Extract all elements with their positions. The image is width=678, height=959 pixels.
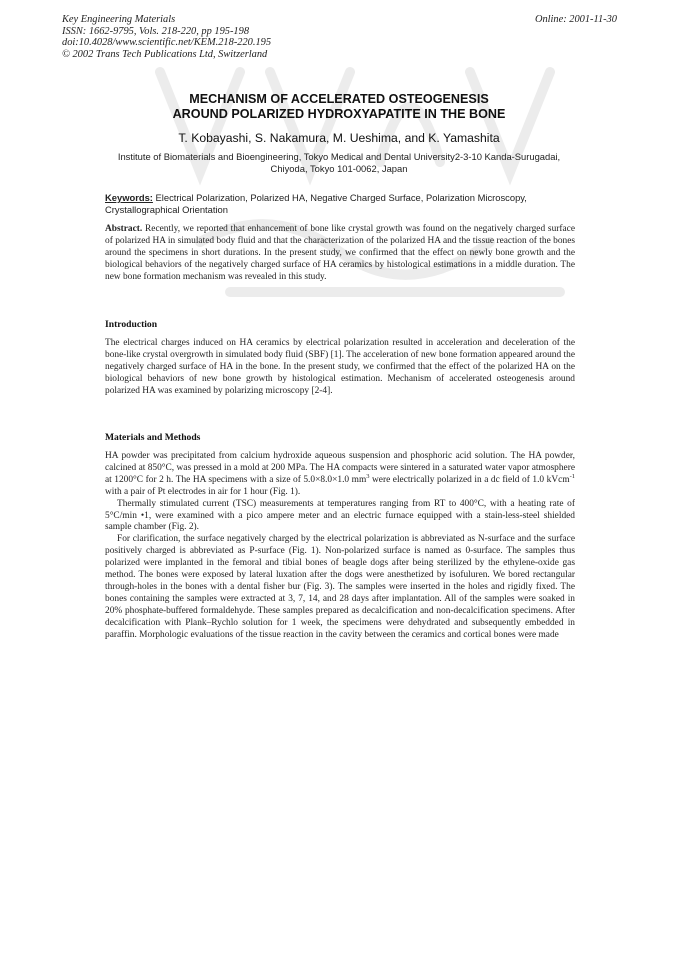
watermark-logo	[140, 12, 610, 352]
abstract-label: Abstract.	[105, 224, 143, 234]
issn-line: ISSN: 1662-9795, Vols. 218-220, pp 195-198	[62, 25, 250, 37]
journal-name: Key Engineering Materials	[62, 14, 176, 25]
superscript-3: 3	[366, 472, 370, 480]
methods-heading: Materials and Methods	[105, 432, 201, 443]
introduction-section	[105, 338, 575, 398]
abstract-text: Recently, we reported that enhancement of bone like crystal growth was found on the negatively charged surface of polarized HA in simulated body fluid and that the characterization of the polarized HA and the tissue reaction of the bones around the specimens in short durations. In the present study, we confirmed that the effect on newly bone growth and the biological behaviors of the negatively charged surface of HA ceramics by histological estimations in a middle duration. The new bone formation mechanism was revealed in this study.	[105, 224, 575, 282]
abstract	[105, 224, 575, 284]
keywords	[105, 192, 575, 215]
affiliation: Institute of Biomaterials and Bioengineering, Tokyo Medical and Dental University2-3-10 Kanda-Surugadai, Chiyoda, Tokyo 101-0062, Japan	[117, 151, 561, 174]
paper-title	[0, 92, 678, 122]
doi-line: doi:10.4028/www.scientific.net/KEM.218-220.195	[62, 37, 272, 49]
methods-p1-part-b: were electrically polarized in a dc field of 1.0 kVcm	[369, 474, 570, 485]
methods-section	[105, 451, 575, 642]
introduction-text: The electrical charges induced on HA ceramics by electrical polarization resulted in acceleration and deceleration of the bone-like crystal overgrowth in simulated body fluid (SBF) [1]. The acceleration of new bone formation appeared around the negatively charged surface of HA in the bone. In the present study, we confirmed that the effect of the polarized HA on the biological behaviors of new bone growth by histological estimation. Mechanism of accelerated osteogenesis around polarized HA was examined by polarizing microscopy [2-4].	[105, 338, 575, 396]
methods-paragraph-1	[105, 451, 575, 499]
online-date: Online: 2001-11-30	[534, 14, 617, 25]
methods-paragraph-2: Thermally stimulated current (TSC) measurements at temperatures ranging from RT to 400°C, with a heating rate of 5°C/min •1, were examined with a pico ampere meter and an electric furnace equipped with a stain-less-steel shielded sample chamber (Fig. 2).	[105, 498, 575, 533]
authors: T. Kobayashi, S. Nakamura, M. Ueshima, and K. Yamashita	[178, 131, 500, 145]
methods-paragraph-3: For clarification, the surface negatively charged by the electrical polarization is abbreviated as N-surface and the surface positively charged is abbreviated as P-surface (Fig. 1). Non-polarized surface is named as 0-surface. The samples thus polarized were implanted in the femoral and tibial bones of beagle dogs after being sterilized by the ethylene-oxide gas method. The bones were exposed by lateral luxation after the dogs were anesthetized by isofuluren. We bored rectangular through-holes in the bones with a dental fisher bur (Fig. 3). The samples were inserted in the holes and rigidly fixed. The bones containing the samples were extracted at 3, 7, 14, and 28 days after implantation. All of the samples were soaked in 20% phosphate-buffered formaldehyde. These samples prepared as decalcification and non-decalcification specimens. After decalcification with Plank–Rychlo solution for 1 week, the specimens were dehydrated and subsequently embedded in paraffin. Morphologic evaluations of the tissue reaction in the cavity between the ceramics and cortical bones were made	[105, 534, 575, 640]
title-line-2: AROUND POLARIZED HYDROXYAPATITE IN THE BONE	[172, 107, 506, 121]
superscript-minus-1: -1	[569, 472, 575, 480]
keywords-text: Electrical Polarization, Polarized HA, Negative Charged Surface, Polarization Microscopy, Crystallographical Orientation	[105, 192, 527, 215]
copyright-line: © 2002 Trans Tech Publications Ltd, Switzerland	[62, 48, 268, 60]
methods-p1-part-a: HA powder was precipitated from calcium hydroxide aqueous suspension and phosphoric acid solution. The HA powder, calcined at 850°C, was pressed in a mold at 200 MPa. The HA compacts were sintered in a saturated water vapor atmosphere at 1200°C for 2 h. The HA specimens with a size of 5.0×8.0×1.0 mm	[105, 451, 575, 485]
methods-p1-part-c: with a pair of Pt electrodes in air for 1 hour (Fig. 1).	[105, 486, 301, 497]
title-line-1: MECHANISM OF ACCELERATED OSTEOGENESIS	[189, 92, 489, 106]
introduction-heading: Introduction	[105, 319, 158, 330]
journal-header	[62, 14, 271, 60]
keywords-label: Keywords:	[105, 192, 153, 203]
